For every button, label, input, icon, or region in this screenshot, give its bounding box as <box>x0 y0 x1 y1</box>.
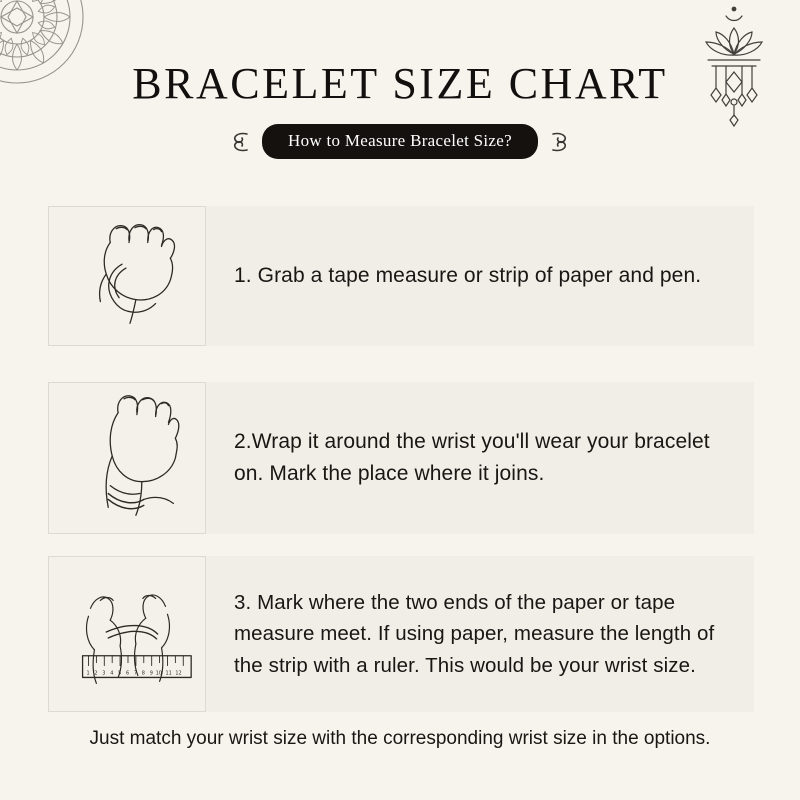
hand-holding-tape-measure-illustration-icon <box>48 206 206 346</box>
page-title: BRACELET SIZE CHART <box>132 59 668 108</box>
measuring-strip-with-ruler-illustration-icon <box>48 556 206 712</box>
svg-text:12: 12 <box>175 670 182 677</box>
subtitle-row <box>0 124 800 159</box>
svg-text:2: 2 <box>94 670 98 677</box>
svg-text:9: 9 <box>149 670 153 677</box>
step-item <box>48 206 754 346</box>
svg-text:5: 5 <box>118 670 122 677</box>
svg-text:10: 10 <box>155 670 162 677</box>
tape-wrapped-around-wrist-illustration-icon <box>48 382 206 534</box>
subtitle-badge: How to Measure Bracelet Size? <box>262 124 538 159</box>
svg-text:7: 7 <box>133 670 138 677</box>
swirl-ornament-left-icon <box>226 129 252 155</box>
svg-text:11: 11 <box>165 670 172 677</box>
svg-text:1: 1 <box>86 670 90 677</box>
footer-note: Just match your wrist size with the corresponding wrist size in the options. <box>89 728 711 749</box>
swirl-ornament-right-icon <box>548 129 574 155</box>
step-text: 3. Mark where the two ends of the paper or tape measure meet. If using paper, measure the length of the strip with a ruler. This would be your wrist size. <box>234 591 715 677</box>
svg-text:8: 8 <box>141 670 145 677</box>
step-item <box>48 382 754 534</box>
step-text: 1. Grab a tape measure or strip of paper and pen. <box>234 264 702 288</box>
step-text: 2.Wrap it around the wrist you'll wear your bracelet on. Mark the place where it joins. <box>234 430 710 485</box>
svg-text:3: 3 <box>102 670 106 677</box>
svg-text:4: 4 <box>110 670 114 677</box>
step-item <box>48 556 754 712</box>
svg-text:6: 6 <box>126 670 130 677</box>
